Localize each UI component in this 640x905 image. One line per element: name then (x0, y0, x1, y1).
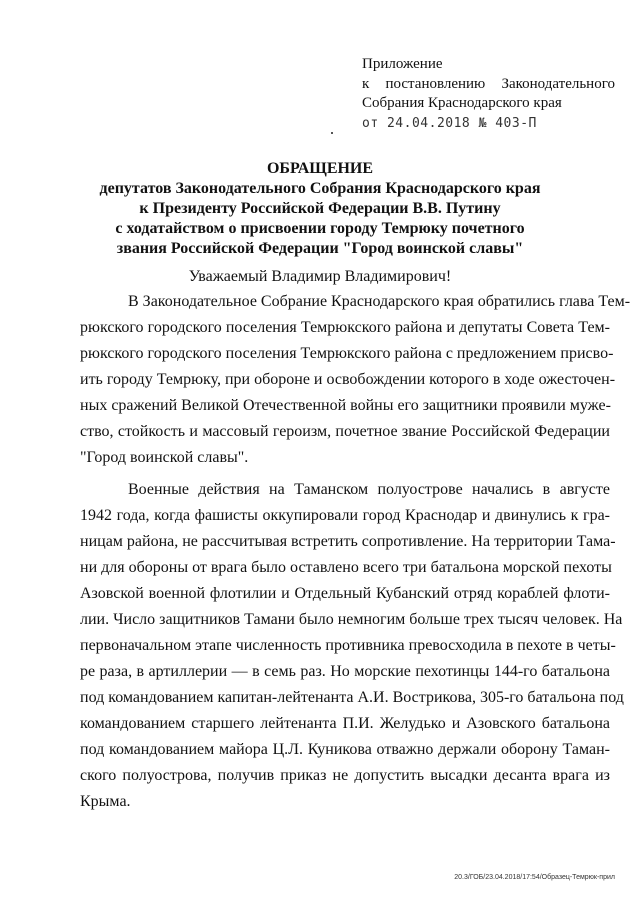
title-line-3: к Президенту Российской Федерации В.В. Путину (139, 200, 501, 217)
footer-file-ref: 20.3/ГОБ/23.04.2018/17:54/Образец-Темрюк-прил (454, 874, 615, 881)
title-line-5: звания Российской Федерации "Город воинской славы" (116, 240, 524, 257)
title-heading: ОБРАЩЕНИЕ (266, 160, 374, 177)
paragraph-line: Азовской военной флотилии и Отдельный Кубанский отряд кораблей флоти- (80, 585, 610, 602)
paragraph-line: В Законодательное Собрание Краснодарского края обратились глава Тем- (128, 293, 631, 310)
paragraph-line: командованием старшего лейтенанта П.И. Желудько и Азовского батальона (80, 715, 610, 732)
paragraph-line: первоначальном этапе численность противника превосходила в пехоте в четы- (80, 637, 616, 654)
title-line-2: депутатов Законодательного Собрания Краснодарского края (99, 180, 541, 197)
appendix-assembly-name: Собрания Краснодарского края (362, 95, 562, 111)
appendix-label: Приложение (362, 56, 443, 72)
paragraph-line: Крыма. (80, 793, 131, 810)
paragraph-line: ить городу Темрюку, при обороне и освобождении которого в ходе ожесточен- (80, 371, 616, 388)
salutation: Уважаемый Владимир Владимирович! (188, 268, 452, 285)
paragraph-1 (80, 289, 631, 471)
paragraph-line: рюкского городского поселения Темрюкского района и депутаты Совета Тем- (80, 319, 610, 336)
paragraph-line: под командованием майора Ц.Л. Куникова отважно держали оборону Таман- (80, 741, 610, 758)
paragraph-line: ни для обороны от врага было оставлено всего три батальона морской пехоты (80, 559, 612, 576)
document-title (80, 159, 560, 259)
appendix-block (362, 55, 615, 133)
paragraph-line: 1942 года, когда фашисты оккупировали город Краснодар и двинулись к гра- (80, 507, 610, 524)
paragraph-line: под командованием капитан-лейтенанта А.И. Вострикова, 305-го батальона под (80, 689, 624, 706)
scan-speck (331, 132, 333, 134)
paragraph-line: лии. Число защитников Тамани было немногим больше трех тысяч человек. На (80, 611, 623, 628)
paragraph-line: ского полуострова, получив приказ не допустить высадки десанта врага из (80, 767, 610, 784)
paragraph-line: Военные действия на Таманском полуострове начались в августе (128, 481, 610, 498)
appendix-date-number-stamp: от 24.04.2018 № 403-П (362, 115, 537, 131)
title-line-4: с ходатайством о присвоении городу Темрюку почетного (115, 220, 525, 237)
paragraph-line: ницам района, не рассчитывая встретить сопротивление. На территории Тама- (80, 533, 616, 550)
paragraph-line: рюкского городского поселения Темрюкского района с предложением присво- (80, 345, 614, 362)
paragraph-line: ре раза, в артиллерии — в семь раз. Но морские пехотинцы 144-го батальона (80, 663, 610, 680)
paragraph-line: ных сражений Великой Отечественной войны его защитники проявили муже- (80, 397, 611, 414)
paragraph-2 (80, 477, 624, 815)
paragraph-line: "Город воинской славы". (80, 449, 249, 466)
paragraph-line: ство, стойкость и массовый героизм, почетное звание Российской Федерации (80, 423, 610, 440)
appendix-resolution-ref: к постановлению Законодательного (362, 75, 615, 92)
